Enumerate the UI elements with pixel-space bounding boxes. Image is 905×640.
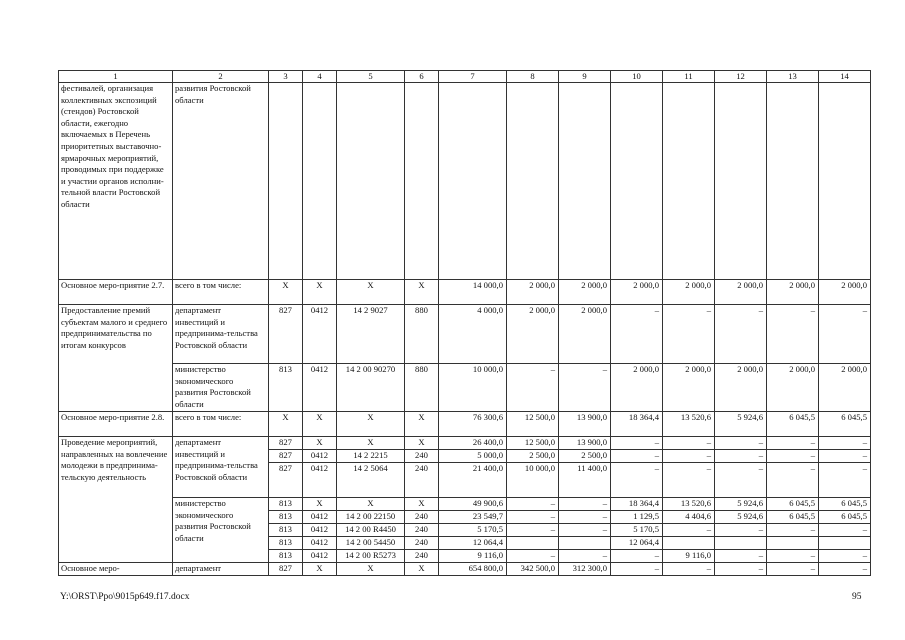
value-cell: – — [611, 305, 663, 364]
value-cell: 312 300,0 — [559, 563, 611, 576]
value-cell: – — [507, 511, 559, 524]
value-cell: 2 000,0 — [507, 280, 559, 305]
value-cell: 5 924,6 — [715, 511, 767, 524]
value-cell: 813 — [269, 511, 303, 524]
value-cell: 6 045,5 — [767, 412, 819, 437]
executor-cell: всего в том числе: — [173, 280, 269, 305]
value-cell: 5 000,0 — [439, 450, 507, 463]
value-cell: – — [819, 437, 871, 450]
file-path: Y:\ORST\Ppo\9015p649.f17.docx — [60, 592, 190, 602]
value-cell: 10 000,0 — [439, 364, 507, 412]
column-number: 4 — [303, 71, 337, 83]
value-cell: 14 2 00 54450 — [337, 537, 405, 550]
empty-cell — [303, 83, 337, 280]
value-cell: X — [337, 412, 405, 437]
value-cell: – — [715, 563, 767, 576]
value-cell: 76 300,6 — [439, 412, 507, 437]
value-cell: – — [507, 364, 559, 412]
column-number: 12 — [715, 71, 767, 83]
empty-cell — [715, 83, 767, 280]
value-cell: – — [715, 463, 767, 498]
activity-next-row — [59, 563, 871, 576]
value-cell: – — [507, 550, 559, 563]
value-cell: 14 2 2215 — [337, 450, 405, 463]
value-cell: X — [405, 280, 439, 305]
activity-2-8-total-row — [59, 412, 871, 437]
value-cell: X — [405, 437, 439, 450]
executor-cell: министерство экономического развития Ростовской области — [173, 364, 269, 412]
value-cell: 2 000,0 — [663, 280, 715, 305]
empty-cell — [819, 83, 871, 280]
value-cell: 14 2 00 R5273 — [337, 550, 405, 563]
page-number: 95 — [852, 592, 862, 602]
empty-cell — [439, 83, 507, 280]
value-cell: 5 170,5 — [439, 524, 507, 537]
executor-cell: развития Ростовской области — [173, 83, 269, 280]
value-cell: 2 000,0 — [767, 364, 819, 412]
value-cell: 14 2 5064 — [337, 463, 405, 498]
executor-cell: всего в том числе: — [173, 412, 269, 437]
empty-cell — [507, 83, 559, 280]
column-number: 6 — [405, 71, 439, 83]
empty-cell — [663, 83, 715, 280]
value-cell: 2 000,0 — [559, 305, 611, 364]
value-cell: 880 — [405, 364, 439, 412]
value-cell: – — [663, 524, 715, 537]
value-cell: 2 000,0 — [767, 280, 819, 305]
value-cell: 2 500,0 — [559, 450, 611, 463]
value-cell: 827 — [269, 437, 303, 450]
column-number: 5 — [337, 71, 405, 83]
empty-cell — [405, 83, 439, 280]
event-name-cell: фестивалей, организация коллективных экспозиций (стендов) Ростовской области, ежегодно включаемых в Перечень приоритетных выставочно-ярмарочных мероприятий, проводимых при поддержке и участии органов исполни-тельной власти Ростовской области — [59, 83, 173, 280]
activity-description: Проведение мероприятий, направленных на вовлечение молодежи в предпринима-тельскую деятельность — [59, 437, 173, 563]
value-cell: – — [611, 437, 663, 450]
column-number: 10 — [611, 71, 663, 83]
value-cell — [767, 537, 819, 550]
value-cell: X — [269, 280, 303, 305]
value-cell: X — [337, 280, 405, 305]
activity-2-7-ministry-row — [59, 364, 871, 412]
value-cell: – — [663, 450, 715, 463]
value-cell: – — [559, 511, 611, 524]
column-number: 14 — [819, 71, 871, 83]
value-cell: 813 — [269, 364, 303, 412]
budget-table — [58, 70, 871, 576]
value-cell: 240 — [405, 511, 439, 524]
value-cell: 827 — [269, 463, 303, 498]
value-cell: – — [715, 550, 767, 563]
value-cell: 0412 — [303, 364, 337, 412]
value-cell: – — [663, 437, 715, 450]
activity-2-7-total-row — [59, 280, 871, 305]
value-cell: – — [611, 450, 663, 463]
column-number: 7 — [439, 71, 507, 83]
value-cell: – — [507, 524, 559, 537]
value-cell: 4 000,0 — [439, 305, 507, 364]
column-number: 13 — [767, 71, 819, 83]
value-cell: 240 — [405, 463, 439, 498]
value-cell: 342 500,0 — [507, 563, 559, 576]
value-cell: – — [819, 524, 871, 537]
value-cell: X — [303, 498, 337, 511]
value-cell: – — [819, 463, 871, 498]
value-cell: 240 — [405, 524, 439, 537]
value-cell: – — [767, 524, 819, 537]
value-cell: – — [611, 550, 663, 563]
value-cell: 13 520,6 — [663, 412, 715, 437]
value-cell: X — [405, 563, 439, 576]
value-cell: 21 400,0 — [439, 463, 507, 498]
value-cell: – — [715, 450, 767, 463]
column-number: 2 — [173, 71, 269, 83]
value-cell: 2 000,0 — [611, 280, 663, 305]
value-cell: 813 — [269, 524, 303, 537]
value-cell: – — [611, 563, 663, 576]
value-cell: 9 116,0 — [663, 550, 715, 563]
value-cell: 813 — [269, 550, 303, 563]
value-cell: 0412 — [303, 305, 337, 364]
value-cell: 813 — [269, 498, 303, 511]
value-cell: 13 900,0 — [559, 412, 611, 437]
value-cell: 827 — [269, 563, 303, 576]
column-number: 9 — [559, 71, 611, 83]
value-cell: 2 000,0 — [663, 364, 715, 412]
empty-cell — [767, 83, 819, 280]
value-cell: – — [663, 305, 715, 364]
value-cell: 12 064,4 — [611, 537, 663, 550]
value-cell — [819, 537, 871, 550]
value-cell: 6 045,5 — [767, 498, 819, 511]
activity-title: Основное меро-приятие 2.8. — [59, 412, 173, 437]
value-cell: 2 000,0 — [611, 364, 663, 412]
value-cell: 6 045,5 — [819, 412, 871, 437]
value-cell: 6 045,5 — [767, 511, 819, 524]
value-cell: 2 000,0 — [559, 280, 611, 305]
value-cell: 6 045,5 — [819, 511, 871, 524]
value-cell: – — [559, 524, 611, 537]
value-cell: 9 116,0 — [439, 550, 507, 563]
executor-cell: департамент инвестиций и предпринима-тельства Ростовской области — [173, 305, 269, 364]
value-cell: X — [337, 498, 405, 511]
value-cell: – — [767, 437, 819, 450]
value-cell: 14 2 9027 — [337, 305, 405, 364]
value-cell: – — [819, 305, 871, 364]
continuation-row — [59, 83, 871, 280]
value-cell: 49 900,6 — [439, 498, 507, 511]
activity-title: Основное меро-приятие 2.7. — [59, 280, 173, 305]
executor-cell: департамент — [173, 563, 269, 576]
value-cell: 18 364,4 — [611, 498, 663, 511]
value-cell: 240 — [405, 450, 439, 463]
value-cell: – — [663, 563, 715, 576]
value-cell: – — [559, 498, 611, 511]
value-cell: 2 000,0 — [507, 305, 559, 364]
value-cell: 0412 — [303, 524, 337, 537]
value-cell: 14 2 00 R4450 — [337, 524, 405, 537]
value-cell: – — [767, 563, 819, 576]
value-cell: 2 000,0 — [819, 364, 871, 412]
value-cell: – — [819, 550, 871, 563]
value-cell: – — [559, 550, 611, 563]
value-cell: 11 400,0 — [559, 463, 611, 498]
value-cell: – — [767, 305, 819, 364]
value-cell: 0412 — [303, 537, 337, 550]
value-cell: 0412 — [303, 550, 337, 563]
value-cell: 12 064,4 — [439, 537, 507, 550]
value-cell: 2 000,0 — [715, 364, 767, 412]
value-cell: – — [507, 498, 559, 511]
value-cell: X — [303, 412, 337, 437]
value-cell: X — [269, 412, 303, 437]
activity-2-7-dept-row — [59, 305, 871, 364]
value-cell: 5 924,6 — [715, 498, 767, 511]
value-cell: 827 — [269, 450, 303, 463]
value-cell: – — [819, 563, 871, 576]
activity-2-8-dept-row — [59, 437, 871, 450]
value-cell: 18 364,4 — [611, 412, 663, 437]
value-cell: 6 045,5 — [819, 498, 871, 511]
value-cell: 13 520,6 — [663, 498, 715, 511]
value-cell: 880 — [405, 305, 439, 364]
value-cell — [663, 537, 715, 550]
value-cell: – — [767, 463, 819, 498]
value-cell: 13 900,0 — [559, 437, 611, 450]
value-cell: 5 924,6 — [715, 412, 767, 437]
value-cell: 26 400,0 — [439, 437, 507, 450]
value-cell: – — [611, 463, 663, 498]
empty-cell — [337, 83, 405, 280]
value-cell: 10 000,0 — [507, 463, 559, 498]
value-cell: – — [663, 463, 715, 498]
value-cell: 827 — [269, 305, 303, 364]
value-cell: 2 000,0 — [715, 280, 767, 305]
value-cell: – — [715, 437, 767, 450]
value-cell: X — [405, 412, 439, 437]
value-cell: X — [405, 498, 439, 511]
value-cell: 14 2 00 90270 — [337, 364, 405, 412]
value-cell: X — [303, 563, 337, 576]
value-cell: 12 500,0 — [507, 437, 559, 450]
column-number: 3 — [269, 71, 303, 83]
value-cell: 0412 — [303, 450, 337, 463]
empty-cell — [269, 83, 303, 280]
value-cell: – — [559, 364, 611, 412]
value-cell: 240 — [405, 537, 439, 550]
value-cell: – — [819, 450, 871, 463]
value-cell: X — [303, 437, 337, 450]
value-cell: – — [767, 550, 819, 563]
value-cell: 1 129,5 — [611, 511, 663, 524]
value-cell: 0412 — [303, 463, 337, 498]
column-number: 11 — [663, 71, 715, 83]
value-cell: – — [715, 524, 767, 537]
value-cell: 4 404,6 — [663, 511, 715, 524]
value-cell: X — [303, 280, 337, 305]
value-cell: X — [337, 563, 405, 576]
value-cell: – — [767, 450, 819, 463]
value-cell — [715, 537, 767, 550]
value-cell: 2 500,0 — [507, 450, 559, 463]
value-cell: 23 549,7 — [439, 511, 507, 524]
value-cell: 14 2 00 22150 — [337, 511, 405, 524]
activity-title: Основное меро- — [59, 563, 173, 576]
value-cell: 0412 — [303, 511, 337, 524]
value-cell: 813 — [269, 537, 303, 550]
value-cell: 12 500,0 — [507, 412, 559, 437]
executor-cell: министерство экономического развития Ростовской области — [173, 498, 269, 563]
value-cell: 5 170,5 — [611, 524, 663, 537]
value-cell — [559, 537, 611, 550]
value-cell — [507, 537, 559, 550]
activity-description: Предоставление премий субъектам малого и среднего предпринимательства по итогам конкурсов — [59, 305, 173, 412]
empty-cell — [559, 83, 611, 280]
value-cell: 240 — [405, 550, 439, 563]
value-cell: 2 000,0 — [819, 280, 871, 305]
value-cell: X — [337, 437, 405, 450]
header-row — [59, 71, 871, 83]
value-cell: 14 000,0 — [439, 280, 507, 305]
executor-cell: департамент инвестиций и предпринима-тельства Ростовской области — [173, 437, 269, 498]
value-cell: 654 800,0 — [439, 563, 507, 576]
value-cell: – — [715, 305, 767, 364]
activity-2-8-ministry-row — [59, 498, 871, 511]
column-number: 8 — [507, 71, 559, 83]
empty-cell — [611, 83, 663, 280]
column-number: 1 — [59, 71, 173, 83]
